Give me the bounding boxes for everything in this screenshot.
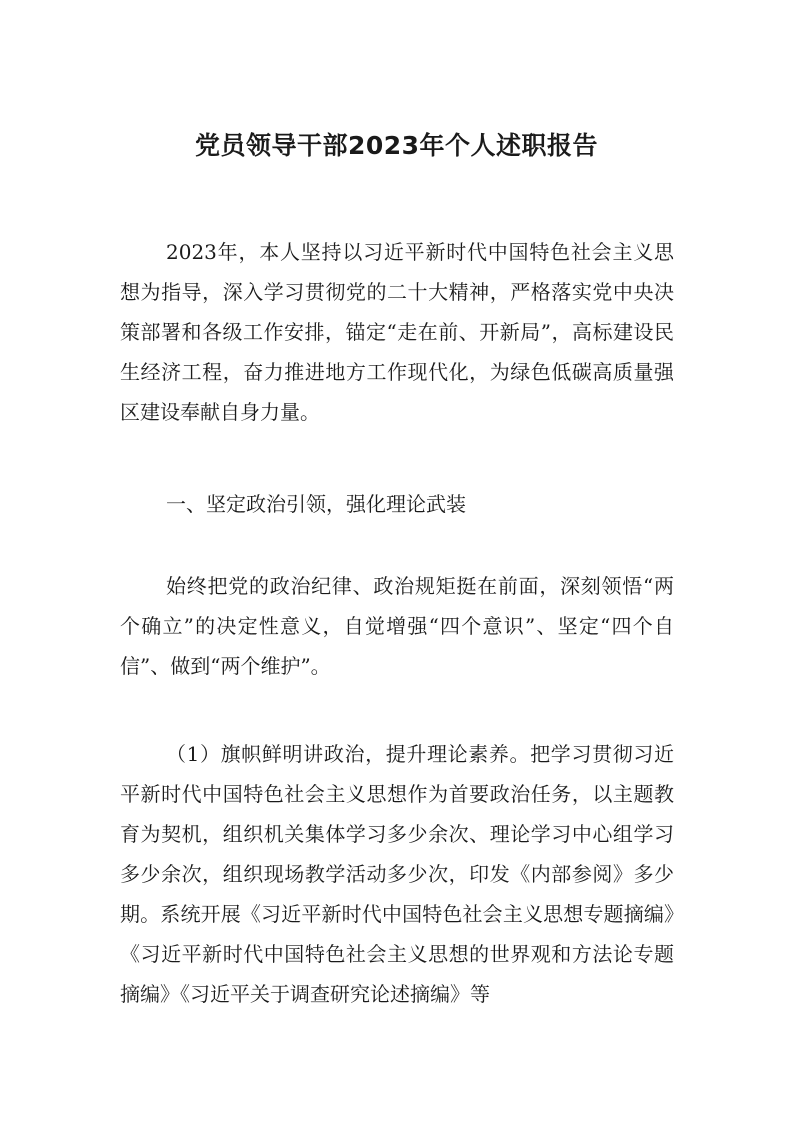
item-paragraph: （1）旗帜鲜明讲政治，提升理论素养。把学习贯彻习近平新时代中国特色社会主义思想作为首要政治任务，以主题教育为契机，组织机关集体学习多少余次、理论学习中心组学习多少余次，组织现场教学活动多少次，印发《内部参阅》多少期。系统开展《习近平新时代中国特色社会主义思想专题摘编》《习近平新时代中国特色社会主义思想的世界观和方法论专题摘编》《习近平关于调查研究论述摘编》等: [120, 742, 674, 1006]
document-title: 党员领导干部2023年个人述职报告: [194, 131, 599, 160]
section-paragraph: 始终把党的政治纪律、政治规矩挺在前面，深刻领悟“两个确立”的决定性意义，自觉增强“四个意识”、坚定“四个自信”、做到“两个维护”。: [120, 574, 674, 678]
intro-paragraph: 2023年，本人坚持以习近平新时代中国特色社会主义思想为指导，深入学习贯彻党的二十大精神，严格落实党中央决策部署和各级工作安排，锚定“走在前、开新局”，高标建设民生经济工程，奋力推进地方工作现代化，为绿色低碳高质量强区建设奉献自身力量。: [120, 240, 674, 424]
section-heading: 一、坚定政治引领，强化理论武装: [166, 492, 466, 516]
